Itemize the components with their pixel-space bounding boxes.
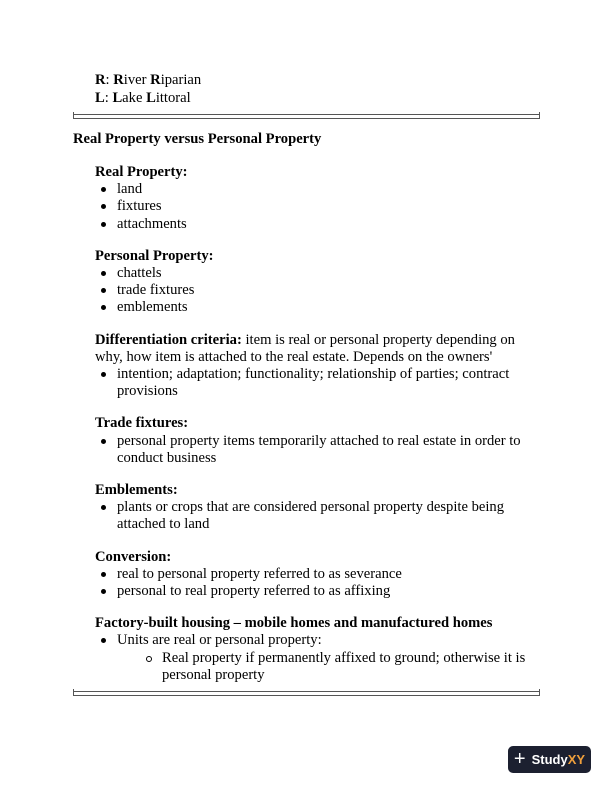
personal-property-list xyxy=(95,265,541,317)
differentiation-section xyxy=(95,332,541,401)
list-item: emblements xyxy=(117,299,541,316)
emblements-list xyxy=(95,499,541,533)
factory-built-title: Factory-built housing – mobile homes and manufactured homes xyxy=(95,615,493,632)
section-heading: Real Property versus Personal Property xyxy=(73,131,322,147)
notes-content xyxy=(95,164,541,699)
trade-fixtures-title: Trade fixtures: xyxy=(95,415,189,432)
differentiation-paragraph xyxy=(95,332,541,366)
list-item: chattels xyxy=(117,265,541,282)
real-property-list xyxy=(95,181,541,233)
list-item: intention; adaptation; functionality; relationship of parties; contract provisions xyxy=(117,366,541,400)
factory-built-list xyxy=(95,632,541,684)
list-item: personal property items temporarily attached to real estate in order to conduct business xyxy=(117,433,541,467)
list-item: fixtures xyxy=(117,198,541,215)
trade-fixtures-list xyxy=(95,433,541,467)
trade-fixtures-section xyxy=(95,415,541,467)
factory-built-sublist xyxy=(117,650,541,684)
conversion-title: Conversion: xyxy=(95,548,172,565)
personal-property-section xyxy=(95,248,541,317)
abbreviation-lake: L: Lake Littoral xyxy=(95,90,191,106)
factory-built-section xyxy=(95,615,541,684)
divider-bottom xyxy=(73,691,540,696)
sub-list-item: Real property if permanently affixed to ground; otherwise it is personal property xyxy=(162,650,541,684)
list-item: real to personal property referred to as severance xyxy=(117,566,541,583)
real-property-title: Real Property: xyxy=(95,164,188,180)
abbreviation-river: R: River Riparian xyxy=(95,72,202,88)
list-item: plants or crops that are considered personal property despite being attached to land xyxy=(117,499,541,533)
emblements-title: Emblements: xyxy=(95,482,178,499)
list-item: land xyxy=(117,181,541,198)
list-item: attachments xyxy=(117,216,541,233)
conversion-list xyxy=(95,566,541,600)
list-item: trade fixtures xyxy=(117,282,541,299)
plus-icon: + xyxy=(513,747,526,770)
studyxy-logo-text: StudyXY xyxy=(531,752,586,767)
divider-top xyxy=(73,114,540,119)
differentiation-title: Differentiation criteria: xyxy=(95,331,242,348)
emblements-section xyxy=(95,482,541,534)
real-property-section xyxy=(95,164,541,233)
studyxy-badge[interactable] xyxy=(508,746,591,773)
list-item: personal to real property referred to as affixing xyxy=(117,583,541,600)
conversion-section xyxy=(95,549,541,601)
personal-property-title: Personal Property: xyxy=(95,247,214,264)
differentiation-list xyxy=(95,366,541,400)
differentiation-text: item is real or personal property depending on why, how item is attached to the real estate. Depends on the owners' xyxy=(95,331,515,365)
abbreviation-list xyxy=(95,71,201,107)
list-item: Units are real or personal property: Real property if permanently affixed to ground; otherwise it is personal property xyxy=(117,632,541,684)
